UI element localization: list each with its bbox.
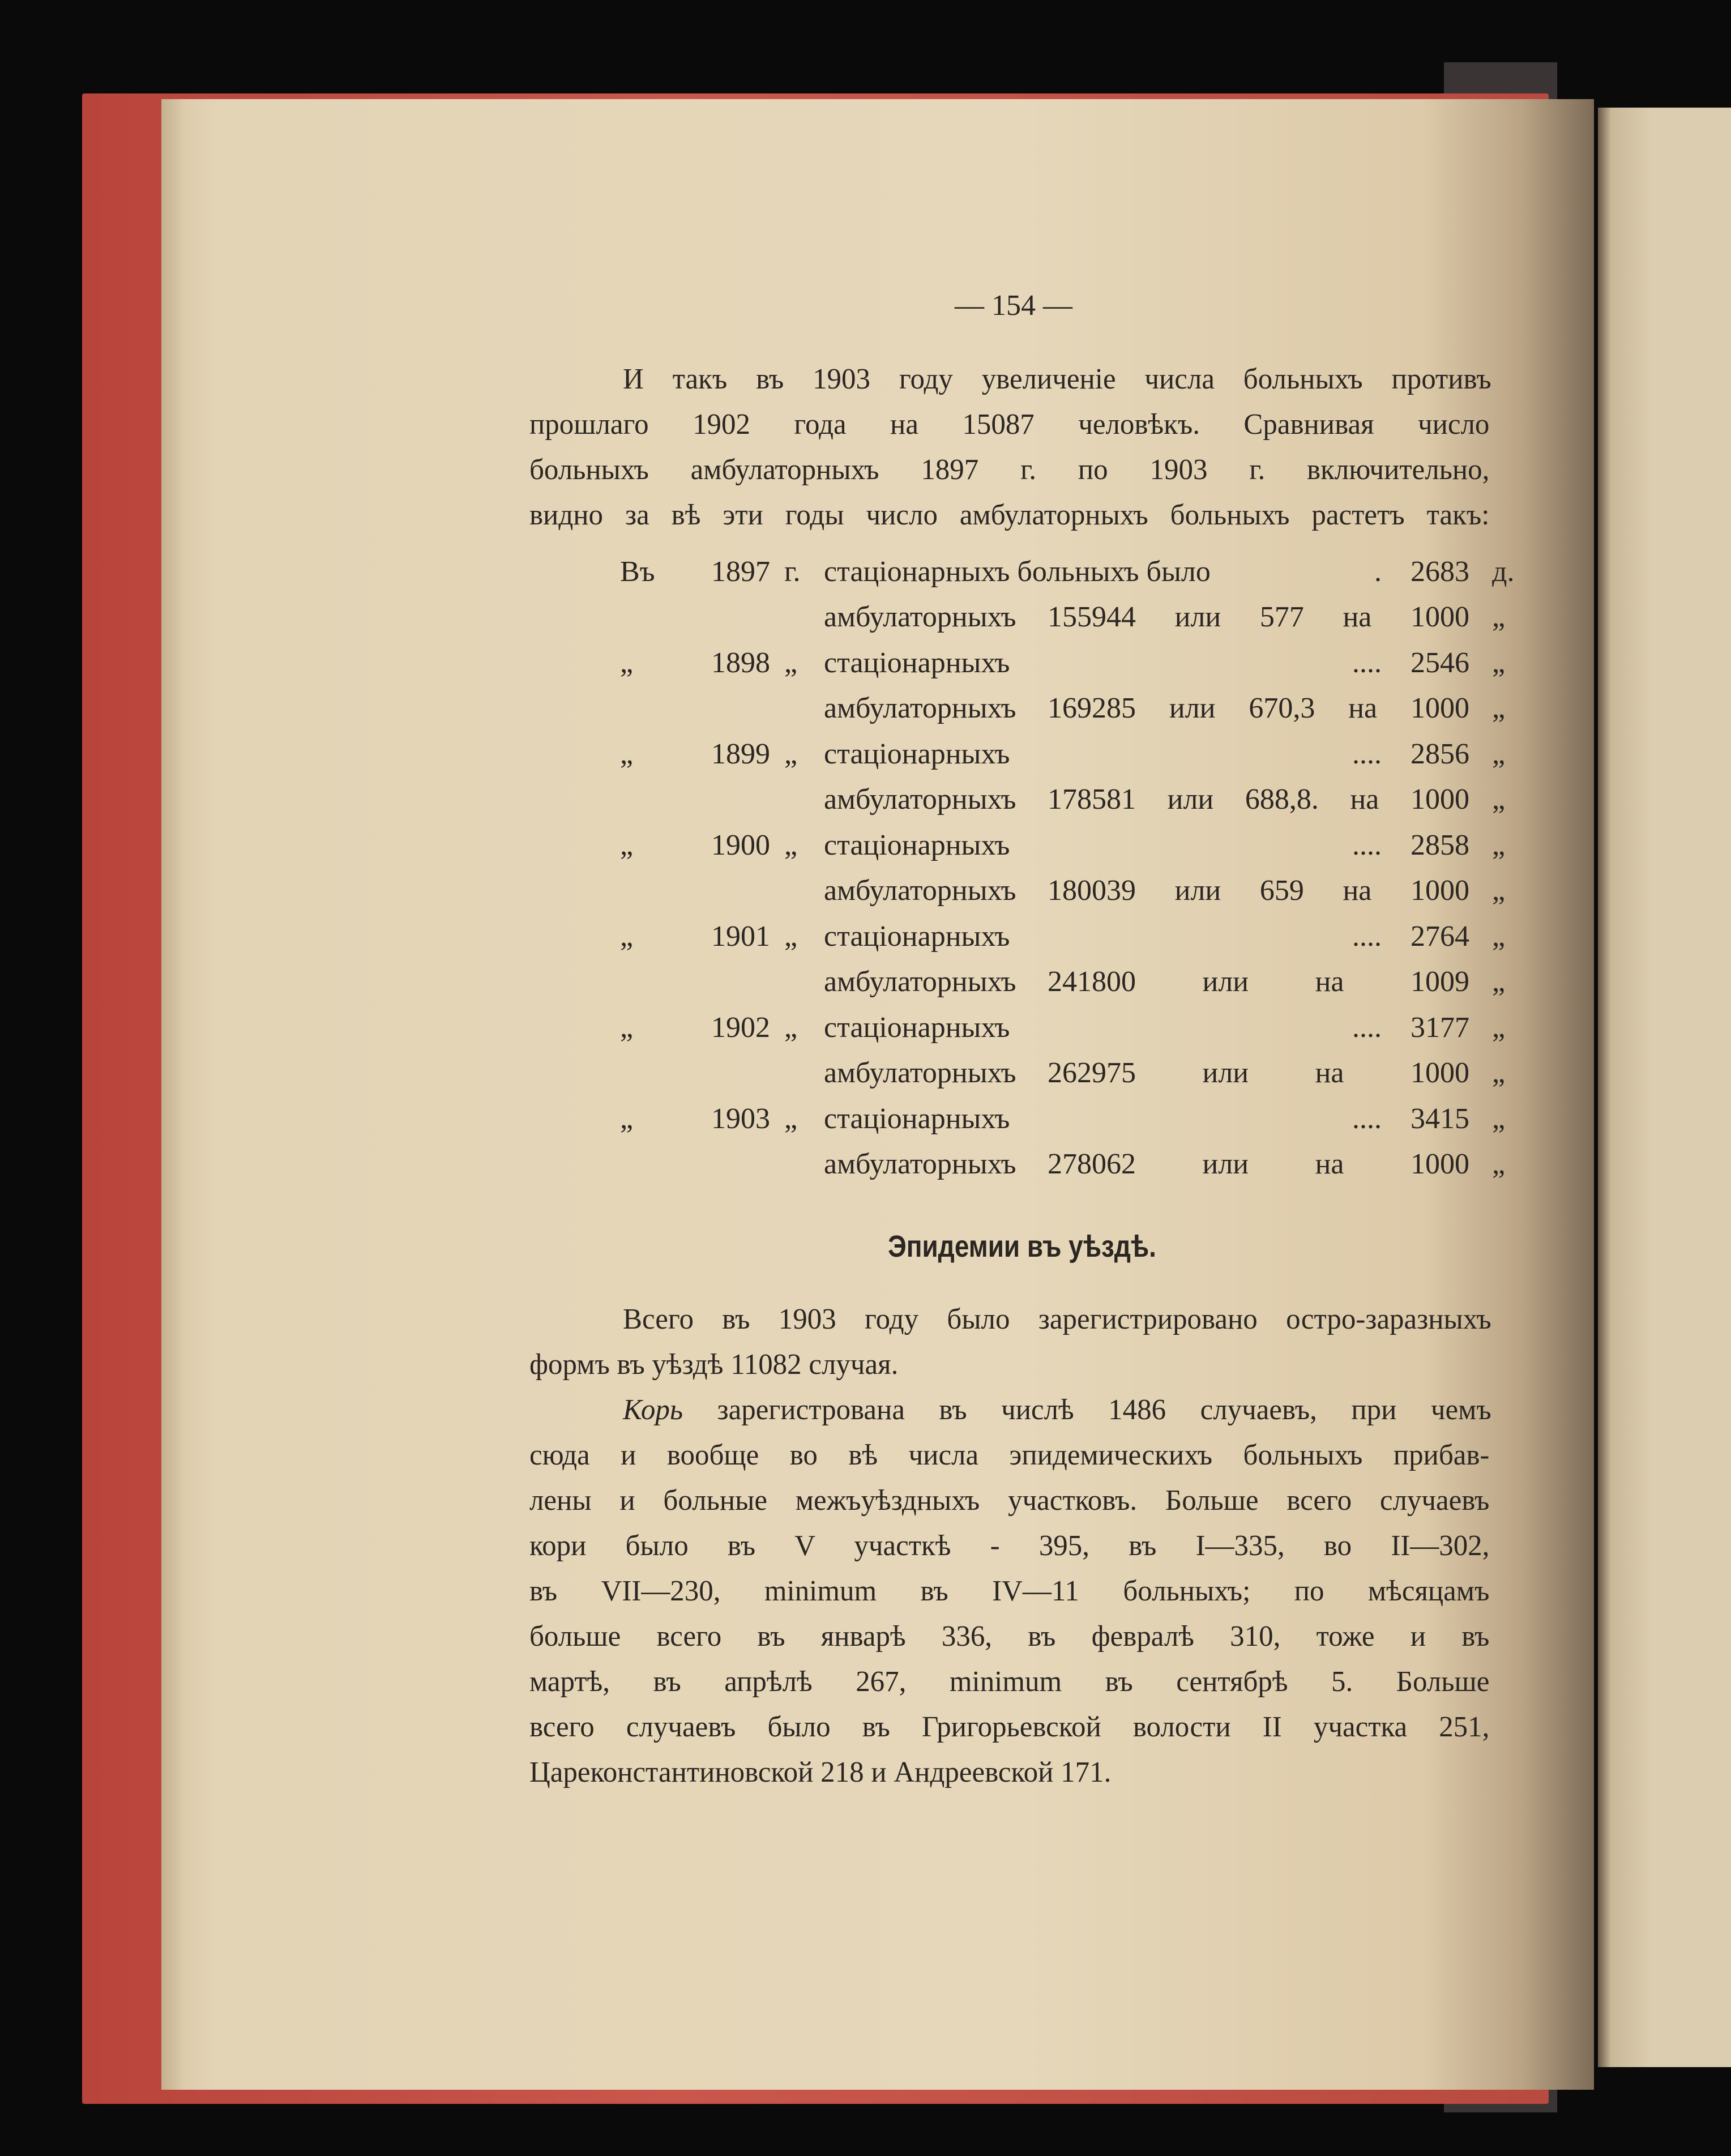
- leader-dots: . . . .: [1352, 1103, 1382, 1135]
- ambulatory-values: [1048, 1056, 1469, 1090]
- year-suffix: „: [784, 920, 798, 953]
- table-row-stationary: [0, 1011, 1731, 1045]
- table-row-stationary: [0, 555, 1731, 589]
- per-word: на: [1348, 692, 1378, 724]
- per-value: 1000: [1410, 1148, 1469, 1180]
- stationary-count: 2858: [1411, 829, 1469, 861]
- text-line: Всего въ 1903 году было зарегистрировано остро-заразныхъ: [623, 1303, 1491, 1335]
- ambulatory-count: 241800: [1048, 966, 1136, 998]
- leader-dots: . . . .: [1352, 738, 1382, 770]
- ambulatory-label: амбулаторныхъ: [824, 783, 1016, 816]
- text-line: видно за вѣ эти годы число амбулаторныхъ больныхъ растетъ такъ:: [529, 499, 1490, 531]
- per-word: на: [1315, 966, 1344, 998]
- row-unit: „: [1492, 647, 1506, 679]
- table-row-stationary: [0, 646, 1731, 680]
- text-line: сюда и вообще во вѣ числа эпидемическихъ больныхъ прибав-: [529, 1439, 1490, 1471]
- ambulatory-values: [1048, 965, 1469, 999]
- table-row-stationary: [0, 1102, 1731, 1136]
- ratio-value: 577: [1259, 601, 1304, 633]
- table-row-ambulatory: [0, 1147, 1731, 1181]
- table-row-stationary: [0, 920, 1731, 954]
- ambulatory-label: амбулаторныхъ: [824, 966, 1016, 998]
- per-value: 1000: [1410, 601, 1469, 633]
- italic-word: Корь: [623, 1394, 683, 1426]
- row-prefix: „: [620, 647, 634, 679]
- row-unit: „: [1492, 1103, 1506, 1135]
- or-word: или: [1169, 692, 1216, 724]
- text-line: всего случаевъ было въ Григорьевской волости II участка 251,: [529, 1711, 1490, 1743]
- ambulatory-count: 178581: [1048, 783, 1136, 816]
- row-year: 1903: [711, 1103, 770, 1135]
- row-prefix: „: [620, 1103, 634, 1135]
- leader-dots: . . . .: [1352, 647, 1382, 679]
- ambulatory-count: 155944: [1048, 601, 1136, 633]
- ambulatory-values: [1048, 1147, 1469, 1181]
- text-line: кори было въ V участкѣ - 395, въ I—335, во II—302,: [529, 1530, 1490, 1562]
- or-word: или: [1202, 966, 1249, 998]
- stationary-label: стаціонарныхъ: [824, 1103, 1010, 1135]
- year-suffix: „: [784, 647, 798, 679]
- or-word: или: [1174, 601, 1221, 633]
- stationary-count: 2764: [1411, 920, 1469, 953]
- row-prefix: Въ: [620, 556, 655, 588]
- ratio-value: 688,8.: [1245, 783, 1319, 816]
- stationary-label: стаціонарныхъ: [824, 647, 1010, 679]
- stationary-label: стаціонарныхъ: [824, 829, 1010, 861]
- text-line: въ VII—230, minimum въ IV—11 больныхъ; по мѣсяцамъ: [529, 1575, 1490, 1607]
- per-word: на: [1343, 601, 1372, 633]
- ambulatory-values: [1048, 874, 1469, 908]
- per-value: 1009: [1410, 966, 1469, 998]
- or-word: или: [1202, 1057, 1249, 1089]
- stationary-count: 2683: [1411, 556, 1469, 588]
- ratio-value: 670,3: [1249, 692, 1315, 724]
- per-word: на: [1315, 1148, 1344, 1180]
- row-unit: „: [1492, 829, 1506, 861]
- row-prefix: „: [620, 920, 634, 953]
- per-value: 1000: [1410, 692, 1469, 724]
- table-row-ambulatory: [0, 1056, 1731, 1090]
- stationary-label: стаціонарныхъ: [824, 738, 1010, 770]
- text-line: [623, 1393, 1491, 1427]
- row-unit: „: [1492, 783, 1506, 816]
- year-suffix: г.: [784, 556, 801, 588]
- stationary-label: стаціонарныхъ: [824, 920, 1010, 953]
- row-unit: „: [1492, 601, 1506, 633]
- per-word: на: [1350, 783, 1379, 816]
- row-unit: „: [1492, 966, 1506, 998]
- stationary-label: стаціонарныхъ больныхъ было: [824, 556, 1211, 588]
- row-unit: „: [1492, 1148, 1506, 1180]
- per-word: на: [1315, 1057, 1344, 1089]
- ambulatory-count: 169285: [1048, 692, 1136, 724]
- row-unit: „: [1492, 738, 1506, 770]
- table-row-stationary: [0, 737, 1731, 771]
- table-row-ambulatory: [0, 691, 1731, 725]
- row-prefix: „: [620, 829, 634, 861]
- ambulatory-values: [1048, 600, 1469, 634]
- ambulatory-label: амбулаторныхъ: [824, 692, 1016, 724]
- ambulatory-label: амбулаторныхъ: [824, 1148, 1016, 1180]
- table-row-ambulatory: [0, 783, 1731, 817]
- or-word: или: [1202, 1148, 1249, 1180]
- row-year: 1897: [711, 556, 770, 588]
- ambulatory-count: 262975: [1048, 1057, 1136, 1089]
- ambulatory-values: [1048, 783, 1469, 817]
- text-line: лены и больные межъуѣздныхъ участковъ. Больше всего случаевъ: [529, 1484, 1490, 1517]
- table-row-stationary: [0, 829, 1731, 863]
- book-page: [161, 99, 1594, 2090]
- stationary-count: 3177: [1411, 1011, 1469, 1044]
- text-line: мартѣ, въ апрѣлѣ 267, minimum въ сентябрѣ 5. Больше: [529, 1666, 1490, 1698]
- table-row-ambulatory: [0, 874, 1731, 908]
- text-line: больныхъ амбулаторныхъ 1897 г. по 1903 г. включительно,: [529, 454, 1490, 486]
- row-unit: „: [1492, 1011, 1506, 1044]
- or-word: или: [1174, 874, 1221, 907]
- text-line: прошлаго 1902 года на 15087 человѣкъ. Сравнивая число: [529, 408, 1490, 441]
- ambulatory-count: 180039: [1048, 874, 1136, 907]
- row-prefix: „: [620, 1011, 634, 1044]
- row-year: 1900: [711, 829, 770, 861]
- or-word: или: [1167, 783, 1214, 816]
- ambulatory-label: амбулаторныхъ: [824, 1057, 1016, 1089]
- ratio-value: 659: [1259, 874, 1304, 907]
- leader-dots: . . . .: [1352, 829, 1382, 861]
- stationary-count: 3415: [1411, 1103, 1469, 1135]
- page-shadow: [161, 99, 184, 2090]
- ambulatory-label: амбулаторныхъ: [824, 874, 1016, 907]
- year-suffix: „: [784, 829, 798, 861]
- row-unit: д.: [1492, 556, 1515, 588]
- row-year: 1899: [711, 738, 770, 770]
- year-suffix: „: [784, 738, 798, 770]
- section-heading: Эпидемии въ уѣздѣ.: [888, 1229, 1156, 1263]
- stationary-label: стаціонарныхъ: [824, 1011, 1010, 1044]
- ambulatory-values: [1048, 691, 1469, 725]
- row-unit: „: [1492, 920, 1506, 953]
- per-value: 1000: [1410, 874, 1469, 907]
- row-unit: „: [1492, 692, 1506, 724]
- stationary-count: 2856: [1411, 738, 1469, 770]
- per-word: на: [1343, 874, 1372, 907]
- row-unit: „: [1492, 1057, 1506, 1089]
- year-suffix: „: [784, 1103, 798, 1135]
- text-line: И такъ въ 1903 году увеличеніе числа больныхъ противъ: [623, 363, 1491, 395]
- row-year: 1901: [711, 920, 770, 953]
- row-year: 1902: [711, 1011, 770, 1044]
- text-line: Цареконстантиновской 218 и Андреевской 171.: [529, 1756, 1112, 1788]
- year-suffix: „: [784, 1011, 798, 1044]
- table-row-ambulatory: [0, 965, 1731, 999]
- text-line: больше всего въ январѣ 336, въ февралѣ 310, тоже и въ: [529, 1620, 1490, 1653]
- row-unit: „: [1492, 874, 1506, 907]
- text-span: зарегистрована въ числѣ 1486 случаевъ, при чемъ: [717, 1394, 1491, 1426]
- per-value: 1000: [1410, 783, 1469, 816]
- page-number: — 154 —: [955, 289, 1072, 322]
- row-prefix: „: [620, 738, 634, 770]
- text-line: формъ въ уѣздѣ 11082 случая.: [529, 1348, 899, 1381]
- ambulatory-label: амбулаторныхъ: [824, 601, 1016, 633]
- leader-dots: . . . .: [1352, 1011, 1382, 1044]
- stationary-count: 2546: [1411, 647, 1469, 679]
- leader-dots: . . . .: [1352, 920, 1382, 953]
- per-value: 1000: [1410, 1057, 1469, 1089]
- row-year: 1898: [711, 647, 770, 679]
- leader-dots: .: [1374, 556, 1382, 588]
- ambulatory-count: 278062: [1048, 1148, 1136, 1180]
- table-row-ambulatory: [0, 600, 1731, 634]
